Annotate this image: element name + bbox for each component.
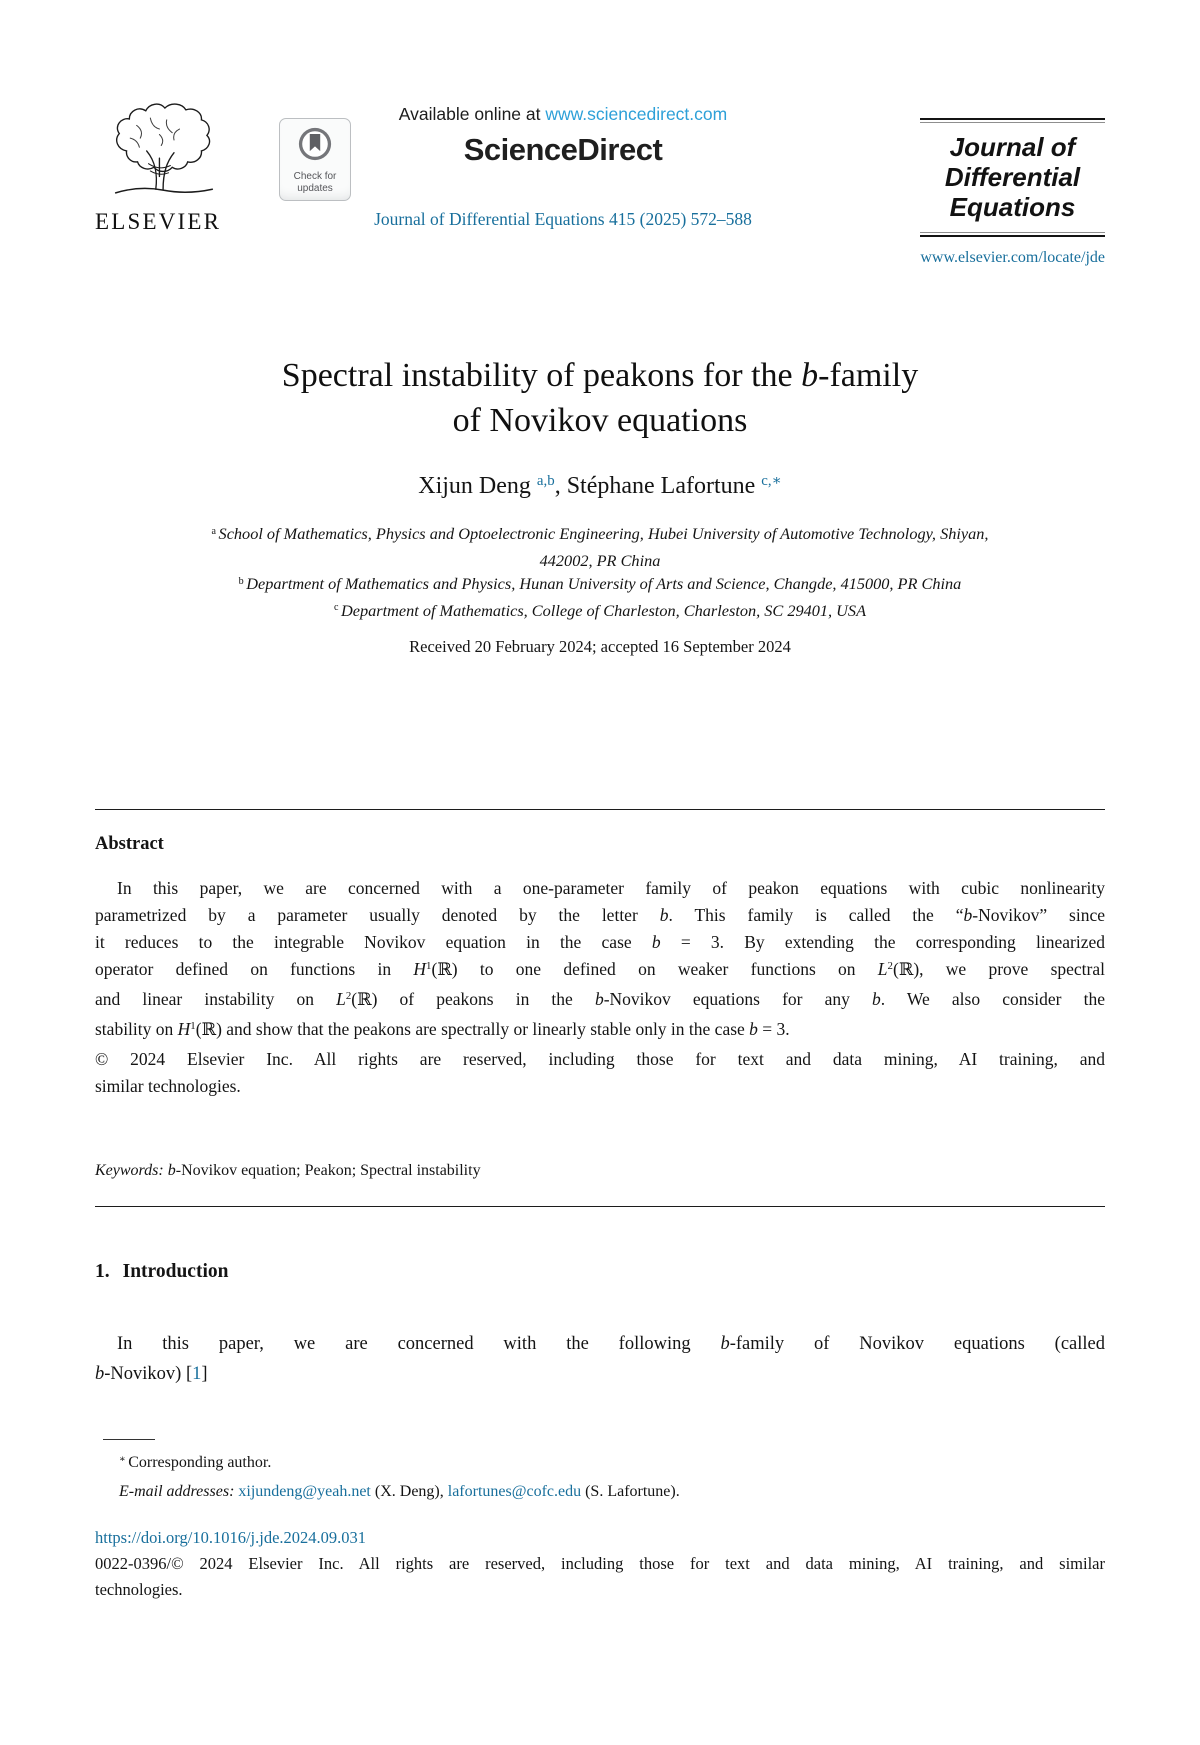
check-badge-label: [284, 171, 346, 194]
journal-box-line2: Differential: [944, 162, 1081, 192]
text-run: technologies.: [95, 1580, 183, 1599]
text-run: -family of Novikov equations (called: [729, 1334, 1106, 1354]
text-run: L: [336, 989, 346, 1009]
text-run: b: [167, 1162, 176, 1179]
text-run: (ℝ), we prove spectral: [892, 959, 1105, 979]
text-run: = 3. By extending the corresponding linearized: [660, 932, 1105, 952]
text-run: 0022-0396/© 2024 Elsevier Inc. All rights are reserved, including those for text and data mining, AI training, and similar: [95, 1554, 1105, 1573]
text-run: E-mail addresses:: [119, 1483, 235, 1500]
copyright-issn-note: [95, 1551, 1105, 1603]
text-run: In this paper, we are concerned with a one-parameter family of peakon equations with cubic nonlinearity: [117, 878, 1105, 898]
abstract-heading: Abstract: [95, 834, 164, 854]
text-run: -Novikov equations for any: [603, 989, 872, 1009]
text-run: Department of Mathematics and Physics, Hunan University of Arts and Science, Changde, 415000, PR China: [246, 574, 962, 593]
reference-1-link[interactable]: 1: [192, 1364, 202, 1384]
author-deng-affil-ref[interactable]: a,b: [536, 473, 555, 490]
text-line: [95, 1551, 1105, 1577]
text-line: [95, 986, 1105, 1016]
received-dates: Received 20 February 2024; accepted 16 September 2024: [409, 637, 791, 656]
text-line: [95, 572, 1105, 599]
text-run: -family: [818, 357, 919, 394]
text-line: [95, 398, 1105, 443]
text-run: b: [963, 905, 973, 925]
text-run: Keywords:: [95, 1162, 164, 1179]
text-run: -Novikov) [: [104, 1364, 193, 1384]
text-line: [95, 1329, 1105, 1359]
text-run: H: [177, 1019, 191, 1039]
text-run: H: [413, 959, 427, 979]
text-run: it reduces to the integrable Novikov equation in the case: [95, 932, 652, 952]
text-run: -Novikov equation; Peakon; Spectral instability: [175, 1162, 481, 1179]
text-run: 1: [426, 960, 432, 973]
text-run: Department of Mathematics, College of Charleston, Charleston, SC 29401, USA: [340, 600, 867, 620]
corresponding-author-note: [95, 1450, 1105, 1477]
text-line: [95, 1016, 1105, 1046]
header-right: [905, 98, 1105, 267]
text-run: ∗: [119, 1453, 129, 1465]
text-run: , Stéphane Lafortune: [554, 473, 762, 499]
email-lafortune-link[interactable]: lafortunes@cofc.edu: [447, 1483, 582, 1500]
text-line: [95, 1359, 1105, 1389]
text-run: b: [95, 1364, 105, 1384]
text-run: = 3.: [757, 1019, 790, 1039]
journal-box-title: [920, 123, 1105, 232]
journal-citation-line[interactable]: Journal of Differential Equations 415 (2025) 572–588: [374, 209, 752, 229]
text-run: © 2024 Elsevier Inc. All rights are reserved, including those for text and data mining, AI training, and: [95, 1049, 1105, 1069]
doi-link[interactable]: https://doi.org/10.1016/j.jde.2024.09.031: [95, 1528, 367, 1547]
text-run: b: [238, 575, 247, 587]
text-run: of Novikov equations: [452, 402, 748, 439]
check-updates-icon: [297, 149, 333, 166]
journal-box-line3: Equations: [949, 192, 1076, 222]
keywords-bottom-rule: [95, 1206, 1105, 1207]
text-run: c: [333, 602, 341, 614]
email-deng-link[interactable]: xijundeng@yeah.net: [238, 1483, 371, 1500]
text-run: b: [720, 1334, 730, 1354]
sciencedirect-link[interactable]: www.sciencedirect.com: [545, 104, 728, 124]
text-run: (ℝ) to one defined on weaker functions on: [431, 959, 878, 979]
authors-line: [95, 473, 1105, 500]
elsevier-locate-url[interactable]: www.elsevier.com/locate/jde: [920, 249, 1105, 266]
abstract-top-rule: [95, 809, 1105, 810]
text-line: [95, 929, 1105, 956]
text-line: [95, 549, 1105, 573]
text-run: b: [871, 989, 881, 1009]
text-run: similar technologies.: [95, 1076, 241, 1096]
sciencedirect-wordmark: ScienceDirect: [463, 132, 663, 167]
text-run: parametrized by a parameter usually denoted by the letter: [95, 905, 660, 925]
check-for-updates-badge[interactable]: [279, 118, 351, 201]
text-line: [95, 522, 1105, 549]
text-run: Available online at: [398, 104, 546, 124]
journal-title-box: [920, 118, 1105, 237]
header-center: [351, 98, 905, 230]
text-run: Spectral instability of peakons for the: [281, 357, 802, 394]
text-run: b: [651, 932, 661, 952]
text-run: 2: [345, 990, 352, 1003]
text-run: (X. Deng),: [370, 1483, 448, 1500]
keywords-line: [95, 1162, 1105, 1180]
text-run: ]: [201, 1364, 208, 1384]
introduction-paragraph: [95, 1329, 1105, 1389]
text-line: [95, 956, 1105, 986]
text-run: Xijun Deng: [418, 473, 537, 499]
text-run: 1: [190, 1020, 196, 1033]
elsevier-wordmark: ELSEVIER: [95, 209, 222, 234]
text-line: [95, 875, 1105, 902]
text-run: b: [749, 1019, 758, 1039]
abstract-body: [95, 875, 1105, 1100]
text-run: School of Mathematics, Physics and Optoelectronic Engineering, Hubei University of Automotive Technology, Shiyan,: [218, 524, 989, 543]
text-line: [95, 1073, 1105, 1100]
text-run: -Novikov” since: [972, 905, 1105, 925]
elsevier-logo: [95, 98, 245, 235]
section-title: Introduction: [122, 1261, 229, 1282]
text-line: [95, 902, 1105, 929]
elsevier-tree-icon: [95, 189, 233, 206]
text-line: [95, 599, 1105, 626]
article-header: [95, 98, 1105, 267]
text-run: b: [801, 357, 819, 394]
text-run: stability on: [95, 1019, 178, 1039]
section-heading-introduction: [95, 1261, 1105, 1283]
text-run: a: [211, 525, 219, 537]
text-line: [95, 353, 1105, 398]
text-run: (ℝ) of peakons in the: [351, 989, 595, 1009]
journal-box-line1: Journal of: [949, 132, 1076, 162]
text-run: 2: [887, 960, 893, 973]
journal-box-bottom-rule: [920, 232, 1105, 237]
text-run: (ℝ) and show that the peakons are spectrally or linearly stable only in the case: [195, 1019, 750, 1039]
text-run: operator defined on functions in: [95, 959, 414, 979]
email-addresses-note: [95, 1479, 1105, 1504]
text-line: [95, 1046, 1105, 1073]
check-badge-line2: updates: [297, 182, 333, 194]
author-lafortune-affil-ref[interactable]: c,∗: [761, 473, 782, 490]
text-run: and linear instability on: [95, 989, 337, 1009]
text-run: . We also consider the: [880, 989, 1105, 1009]
text-run: L: [877, 959, 888, 979]
text-run: . This family is called the “: [668, 905, 964, 925]
article-title: [95, 353, 1105, 443]
affiliations: [95, 522, 1105, 625]
text-run: b: [594, 989, 604, 1009]
text-line: [95, 1577, 1105, 1603]
text-run: 442002, PR China: [539, 550, 661, 570]
check-badge-line1: Check for: [293, 171, 337, 182]
section-number: 1.: [95, 1261, 110, 1282]
text-run: Corresponding author.: [128, 1454, 272, 1471]
footnote-rule: [103, 1439, 155, 1440]
text-run: b: [659, 905, 669, 925]
text-run: (S. Lafortune).: [581, 1483, 680, 1500]
text-run: In this paper, we are concerned with the following: [117, 1334, 721, 1354]
available-online-line: [351, 104, 775, 125]
